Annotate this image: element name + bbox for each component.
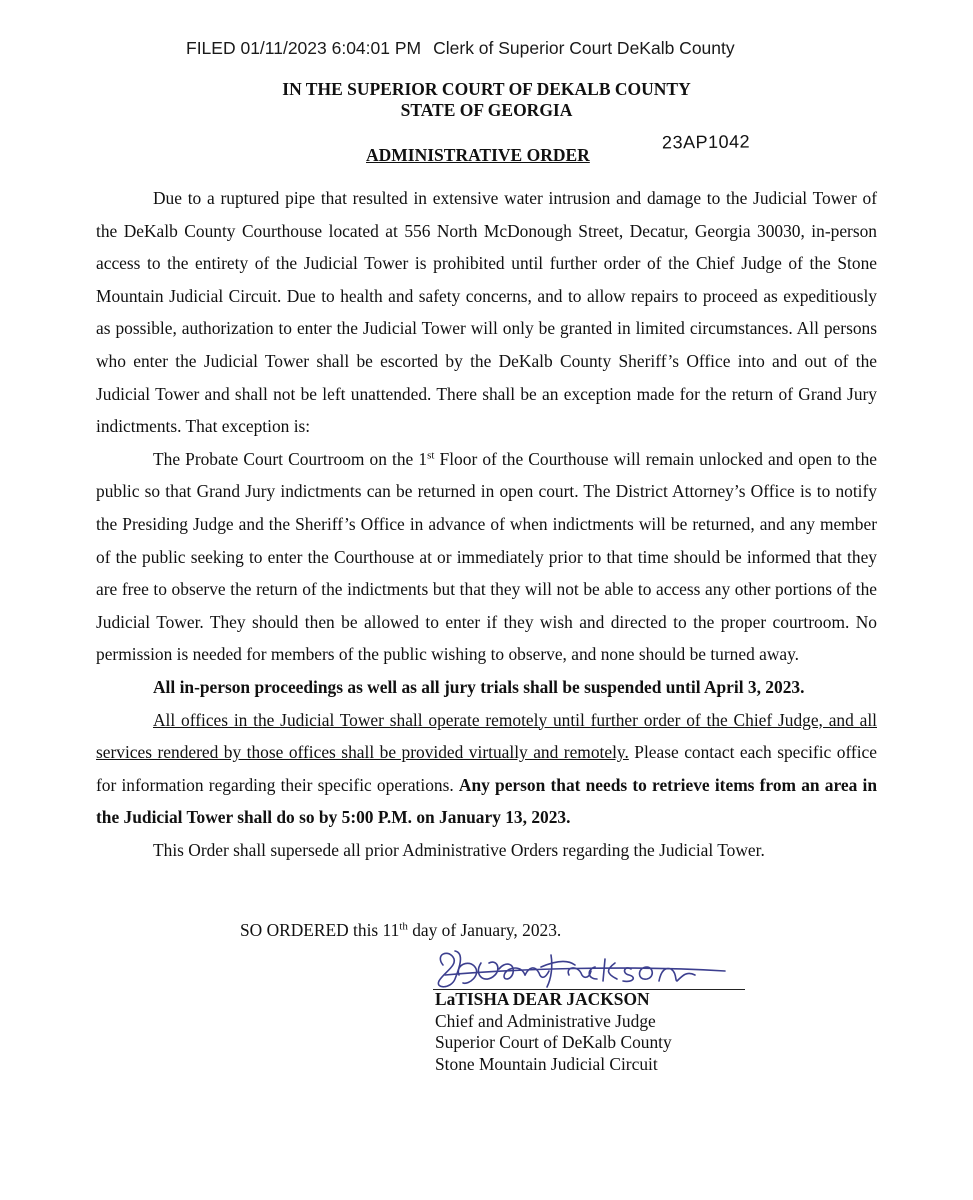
ordinal-suffix: st (427, 449, 435, 462)
remote-operations-plain: Please contact each specific office for information regarding their specific operations. (96, 742, 877, 795)
so-ordered-end: day of January, 2023. (407, 920, 562, 940)
paragraph-suspension: All in-person proceedings as well as all jury trials shall be suspended until April 3, 2023. (153, 676, 805, 697)
court-name: IN THE SUPERIOR COURT OF DEKALB COUNTY (282, 79, 691, 99)
order-body (96, 182, 877, 866)
retrieval-deadline: Any person that needs to retrieve items from an area in the Judicial Tower shall do so by 5:00 P.M. on January 13, 2023. (96, 774, 877, 828)
signer-block (435, 989, 672, 1075)
case-number: 23AP1042 (661, 131, 751, 153)
filed-datetime: FILED 01/11/2023 6:04:01 PM (186, 38, 422, 58)
so-ordered-start: SO ORDERED this 11 (240, 920, 400, 940)
paragraph-supersede: This Order shall supersede all prior Administrative Orders regarding the Judicial Tower. (153, 839, 765, 860)
order-title: ADMINISTRATIVE ORDER (366, 145, 590, 165)
exception-text-rest: Floor of the Courthouse will remain unlocked and open to the public so that Grand Jury indictments can be returned in open court. The District Attorney’s Office is to notify the Presiding Judge and the Sheriff’s Office in advance of when indictments will be returned, and any member of the public seeking to enter the Courthouse at or immediately prior to that time should be informed that they are free to observe the return of the indictments but that they will not be able to access any other portions of the Judicial Tower. They should then be allowed to enter if they wish and directed to the proper courtroom. No permission is needed for members of the public wishing to observe, and none should be turned away. (96, 448, 878, 665)
day-ordinal-suffix: th (399, 920, 408, 933)
so-ordered-line (240, 920, 561, 941)
court-state: STATE OF GEORGIA (400, 100, 573, 120)
exception-text-start: The Probate Court Courtroom on the 1 (153, 448, 428, 469)
signer-circuit: Stone Mountain Judicial Circuit (435, 1053, 658, 1074)
paragraph-closure: Due to a ruptured pipe that resulted in extensive water intrusion and damage to the Judicial Tower of the DeKalb County Courthouse located at 556 North McDonough Street, Decatur, Georgia 30030, in-person access to the entirety of the Judicial Tower is prohibited until further order of the Chief Judge of the Stone Mountain Judicial Circuit. Due to health and safety concerns, and to allow repairs to proceed as expeditiously as possible, authorization to enter the Judicial Tower will only be granted in limited circumstances. All persons who enter the Judicial Tower shall be escorted by the DeKalb County Sheriff’s Office into and out of the Judicial Tower and shall not be left unattended. There shall be an exception made for the return of Grand Jury indictments. That exception is: (96, 188, 877, 437)
signer-court: Superior Court of DeKalb County (435, 1032, 672, 1052)
paragraph-remote-operations (96, 704, 877, 834)
court-heading (0, 79, 973, 121)
paragraph-exception (96, 443, 877, 671)
filed-stamp (186, 38, 735, 59)
clerk-label: Clerk of Superior Court DeKalb County (433, 38, 735, 58)
handwritten-signature (425, 945, 755, 993)
remote-operations-underlined: All offices in the Judicial Tower shall operate remotely until further order of the Chief Judge, and all services rendered by those offices shall be provided virtually and remotely. (96, 709, 877, 763)
signer-name: LaTISHA DEAR JACKSON (435, 989, 650, 1009)
signer-title: Chief and Administrative Judge (435, 1010, 656, 1031)
